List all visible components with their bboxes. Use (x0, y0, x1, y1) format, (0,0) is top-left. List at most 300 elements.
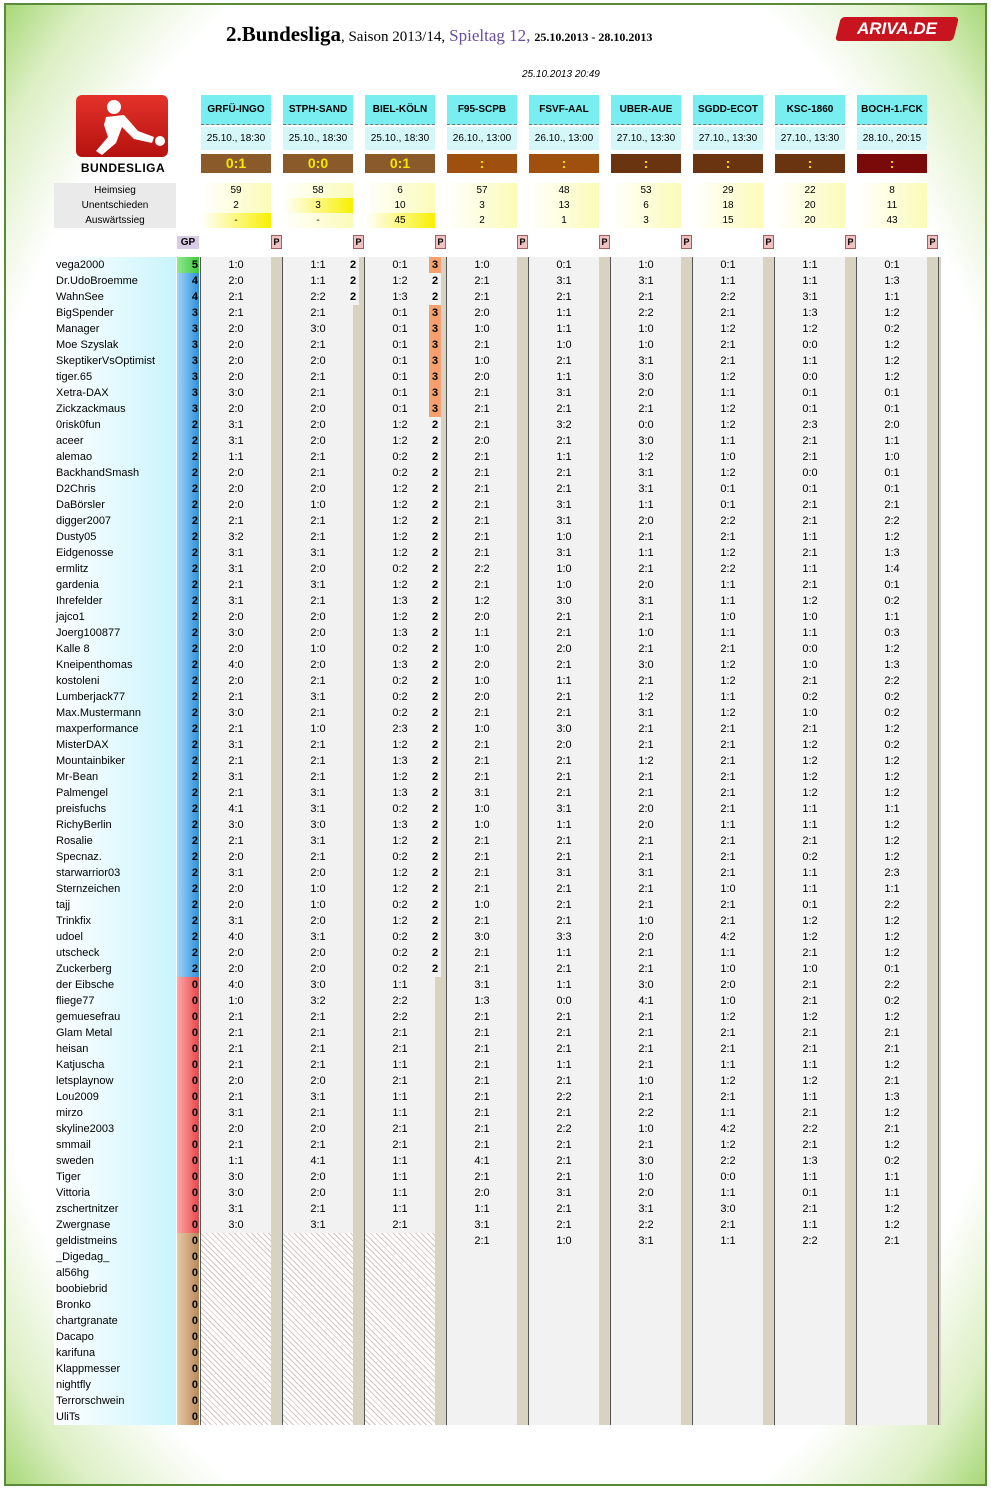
player-name[interactable]: UliTs (54, 1409, 176, 1425)
tip-cell (693, 1345, 763, 1361)
player-name[interactable]: Manager (54, 321, 176, 337)
table-row (0, 625, 991, 641)
tip-cell (283, 1377, 353, 1393)
tip-cell (365, 1409, 435, 1425)
tip-points: 3 (429, 305, 441, 321)
tip-cell: 2:1 (228, 1027, 244, 1039)
table-row (0, 1217, 991, 1233)
draw-count: 2 (201, 198, 271, 213)
player-name[interactable]: Trinkfix (54, 913, 176, 929)
match-header[interactable]: UBER-AUE (611, 95, 681, 125)
player-name[interactable]: Xetra-DAX (54, 385, 176, 401)
tip-cell: 2:0 (638, 515, 654, 527)
player-total-points: 2 (177, 929, 199, 945)
player-name[interactable]: WahnSee (54, 289, 176, 305)
player-name[interactable]: maxperformance (54, 721, 176, 737)
player-name[interactable]: der Eibsche (54, 977, 176, 993)
tip-cell: 1:1 (884, 883, 900, 895)
player-name[interactable]: letsplaynow (54, 1073, 176, 1089)
player-name[interactable]: Max.Mustermann (54, 705, 176, 721)
player-name[interactable]: aceer (54, 433, 176, 449)
table-row (0, 593, 991, 609)
player-name[interactable]: udoel (54, 929, 176, 945)
tip-cell: 2:2 (884, 979, 900, 991)
player-total-points: 0 (177, 1169, 199, 1185)
player-total-points: 0 (177, 1249, 199, 1265)
tip-cell: 2:1 (474, 579, 490, 591)
player-name[interactable]: Zickzackmaus (54, 401, 176, 417)
tip-cell (283, 1345, 353, 1361)
tip-cell (529, 1313, 599, 1329)
tip-cell: 1:1 (392, 1107, 408, 1119)
player-name[interactable]: Joerg100877 (54, 625, 176, 641)
tip-cell (447, 1281, 517, 1297)
tip-cell: 1:1 (556, 451, 572, 463)
player-name[interactable]: Tiger (54, 1169, 176, 1185)
tip-cell: 2:1 (228, 515, 244, 527)
away-win-count: 3 (611, 213, 681, 228)
tip-cell: 1:2 (392, 419, 408, 431)
tip-cell: 2:0 (228, 483, 244, 495)
player-total-points: 0 (177, 1265, 199, 1281)
tip-cell: 2:1 (310, 1139, 326, 1151)
tip-cell: 1:0 (474, 803, 490, 815)
away-win-count: 45 (365, 213, 435, 228)
tip-points: 2 (429, 289, 441, 305)
player-name[interactable]: Sternzeichen (54, 881, 176, 897)
tip-cell: 2:0 (638, 803, 654, 815)
tip-cell (611, 1345, 681, 1361)
match-date: 28.10., 20:15 (857, 127, 927, 150)
tip-cell: 1:0 (228, 995, 244, 1007)
table-row (0, 657, 991, 673)
tip-cell (529, 1409, 599, 1425)
tip-cell (283, 1313, 353, 1329)
table-row (0, 561, 991, 577)
player-name[interactable]: geldistmeins (54, 1233, 176, 1249)
tip-cell: 1:2 (720, 1075, 736, 1087)
tip-points: 2 (429, 801, 441, 817)
tip-cell: 2:0 (228, 963, 244, 975)
table-row (0, 513, 991, 529)
player-name[interactable]: Specnaz. (54, 849, 176, 865)
tip-cell: 0:2 (884, 595, 900, 607)
table-row (0, 1073, 991, 1089)
table-row (0, 449, 991, 465)
tip-cell: 2:1 (802, 1043, 818, 1055)
table-row (0, 753, 991, 769)
match-header[interactable]: KSC-1860 (775, 95, 845, 125)
match-header[interactable]: STPH-SAND (283, 95, 353, 125)
player-name[interactable]: Bronko (54, 1297, 176, 1313)
tip-cell: 1:1 (310, 275, 326, 287)
tip-cell: 2:1 (802, 723, 818, 735)
tip-cell: 3:1 (228, 739, 244, 751)
player-name[interactable]: boobiebrid (54, 1281, 176, 1297)
tip-cell: 1:2 (884, 355, 900, 367)
player-name[interactable]: Vittoria (54, 1185, 176, 1201)
tip-cell: 3:1 (310, 787, 326, 799)
player-total-points: 0 (177, 1105, 199, 1121)
tip-cell: 2:1 (638, 675, 654, 687)
tip-cell: 2:1 (474, 483, 490, 495)
tip-cell: 1:2 (884, 531, 900, 543)
tip-cell: 1:0 (310, 899, 326, 911)
home-win-count: 57 (447, 183, 517, 198)
tip-cell: 2:0 (228, 371, 244, 383)
home-win-count: 59 (201, 183, 271, 198)
tip-cell: 0:0 (802, 371, 818, 383)
tip-cell: 2:1 (720, 915, 736, 927)
match-header[interactable]: F95-SCPB (447, 95, 517, 125)
table-row (0, 417, 991, 433)
tip-cell (201, 1249, 271, 1265)
player-total-points: 0 (177, 1393, 199, 1409)
tip-cell: 2:1 (474, 419, 490, 431)
tip-cell: 0:3 (884, 627, 900, 639)
tip-cell: 1:2 (720, 467, 736, 479)
tip-cell: 0:2 (392, 467, 408, 479)
player-name[interactable]: nightfly (54, 1377, 176, 1393)
tip-cell: 1:2 (884, 851, 900, 863)
tip-cell: 1:0 (720, 963, 736, 975)
tip-cell: 1:1 (802, 531, 818, 543)
player-name[interactable]: Kneipenthomas (54, 657, 176, 673)
tip-cell: 2:1 (802, 675, 818, 687)
tip-cell: 3:0 (638, 659, 654, 671)
tip-cell: 3:2 (310, 995, 326, 1007)
tip-cell: 0:1 (392, 307, 408, 319)
points-header: P (353, 235, 364, 249)
tip-cell (447, 1345, 517, 1361)
player-total-points: 0 (177, 1073, 199, 1089)
tip-cell: 1:2 (884, 1219, 900, 1231)
tip-points: 3 (429, 337, 441, 353)
player-name[interactable]: jajco1 (54, 609, 176, 625)
tip-cell: 1:0 (802, 707, 818, 719)
tip-cell: 2:1 (802, 995, 818, 1007)
tip-cell (283, 1329, 353, 1345)
table-row (0, 1345, 991, 1361)
tip-cell: 2:1 (392, 1123, 408, 1135)
player-name[interactable]: skyline2003 (54, 1121, 176, 1137)
match-date: 27.10., 13:30 (775, 127, 845, 150)
tip-cell: 3:1 (802, 291, 818, 303)
tip-cell: 3:1 (638, 707, 654, 719)
tip-cell: 2:1 (474, 1059, 490, 1071)
tip-points: 2 (429, 705, 441, 721)
match-header[interactable]: GRFÜ-INGO (201, 95, 271, 125)
player-name[interactable]: chartgranate (54, 1313, 176, 1329)
tip-cell: 2:0 (228, 339, 244, 351)
bundesliga-logo-text: BUNDESLIGA (80, 161, 166, 175)
tip-points: 2 (429, 529, 441, 545)
player-name[interactable]: _Digedag_ (54, 1249, 176, 1265)
player-name[interactable]: zschertnitzer (54, 1201, 176, 1217)
match-result: : (775, 154, 845, 173)
tip-cell (611, 1313, 681, 1329)
tip-cell: 2:0 (638, 387, 654, 399)
tip-cell: 0:1 (392, 403, 408, 415)
tip-points: 2 (429, 657, 441, 673)
player-name[interactable]: vega2000 (54, 257, 176, 273)
match-header[interactable]: BOCH-1.FCK (857, 95, 927, 125)
player-name[interactable]: Dr.UdoBroemme (54, 273, 176, 289)
player-total-points: 2 (177, 465, 199, 481)
tip-cell: 2:1 (474, 531, 490, 543)
tip-cell: 2:0 (556, 739, 572, 751)
player-name[interactable]: SkeptikerVsOptimist (54, 353, 176, 369)
tip-cell: 1:2 (802, 915, 818, 927)
tip-cell: 2:1 (556, 659, 572, 671)
tip-cell: 2:1 (884, 499, 900, 511)
player-name[interactable]: Glam Metal (54, 1025, 176, 1041)
tip-cell: 0:1 (392, 259, 408, 271)
player-name[interactable]: heisan (54, 1041, 176, 1057)
player-name[interactable]: tajj (54, 897, 176, 913)
tip-cell: 2:1 (556, 1139, 572, 1151)
player-name[interactable]: Mr-Bean (54, 769, 176, 785)
tip-cell (283, 1409, 353, 1425)
points-header: P (763, 235, 774, 249)
tip-cell: 0:1 (802, 403, 818, 415)
tip-points: 2 (429, 593, 441, 609)
tip-points: 2 (429, 273, 441, 289)
player-name[interactable]: utscheck (54, 945, 176, 961)
table-row (0, 1025, 991, 1041)
player-name[interactable]: fliege77 (54, 993, 176, 1009)
tip-cell: 2:0 (310, 1123, 326, 1135)
tip-cell (201, 1233, 271, 1249)
tip-cell: 2:1 (556, 883, 572, 895)
tip-cell: 2:1 (556, 1155, 572, 1167)
player-total-points: 3 (177, 305, 199, 321)
tip-cell (283, 1361, 353, 1377)
home-win-count: 6 (365, 183, 435, 198)
player-name[interactable]: gemuesefrau (54, 1009, 176, 1025)
player-name[interactable]: RichyBerlin (54, 817, 176, 833)
draw-count: 10 (365, 198, 435, 213)
player-name[interactable]: Zuckerberg (54, 961, 176, 977)
tip-cell: 0:1 (802, 1187, 818, 1199)
tip-cell: 2:0 (310, 963, 326, 975)
tip-cell: 1:3 (802, 1155, 818, 1167)
player-total-points: 3 (177, 337, 199, 353)
tip-cell (365, 1345, 435, 1361)
player-total-points: 2 (177, 849, 199, 865)
player-name[interactable]: tiger.65 (54, 369, 176, 385)
table-row (0, 337, 991, 353)
match-result: 0:1 (365, 154, 435, 173)
player-name[interactable]: Lou2009 (54, 1089, 176, 1105)
player-name[interactable]: Terrorschwein (54, 1393, 176, 1409)
player-name[interactable]: Eidgenosse (54, 545, 176, 561)
player-name[interactable]: digger2007 (54, 513, 176, 529)
player-name[interactable]: Palmengel (54, 785, 176, 801)
tip-cell: 2:1 (474, 739, 490, 751)
tip-cell: 1:2 (802, 931, 818, 943)
tip-cell (201, 1409, 271, 1425)
player-name[interactable]: Lumberjack77 (54, 689, 176, 705)
tip-cell: 1:1 (228, 1155, 244, 1167)
player-name[interactable]: preisfuchs (54, 801, 176, 817)
table-row (0, 945, 991, 961)
tip-cell (365, 1233, 435, 1249)
player-name[interactable]: Zwergnase (54, 1217, 176, 1233)
tip-cell (529, 1297, 599, 1313)
player-name[interactable]: DaBörsler (54, 497, 176, 513)
tip-cell: 3:2 (556, 419, 572, 431)
player-name[interactable]: Kalle 8 (54, 641, 176, 657)
ariva-logo[interactable] (835, 17, 959, 41)
tip-cell: 3:1 (474, 979, 490, 991)
player-name[interactable]: Klappmesser (54, 1361, 176, 1377)
tip-cell: 3:0 (638, 1155, 654, 1167)
tip-cell: 2:2 (474, 563, 490, 575)
tip-cell: 1:1 (802, 867, 818, 879)
tip-cell: 1:1 (556, 819, 572, 831)
player-name[interactable]: kostoleni (54, 673, 176, 689)
tip-cell: 2:1 (474, 1123, 490, 1135)
tip-cell (693, 1297, 763, 1313)
tip-cell: 1:2 (802, 595, 818, 607)
tip-cell: 2:1 (474, 1011, 490, 1023)
tip-cell: 2:1 (884, 1043, 900, 1055)
tip-cell: 2:2 (802, 1235, 818, 1247)
tip-cell: 3:0 (228, 387, 244, 399)
tip-cell: 1:0 (638, 627, 654, 639)
tip-cell: 2:1 (310, 451, 326, 463)
draw-count: 11 (857, 198, 927, 213)
tip-points: 2 (429, 913, 441, 929)
player-name[interactable]: Rosalie (54, 833, 176, 849)
tip-cell: 2:0 (474, 691, 490, 703)
tip-cell: 3:2 (228, 531, 244, 543)
tip-cell: 2:0 (474, 435, 490, 447)
table-row (0, 1313, 991, 1329)
tip-cell: 2:1 (474, 291, 490, 303)
tip-cell: 1:2 (884, 1203, 900, 1215)
tip-cell: 2:1 (638, 563, 654, 575)
tip-points: 2 (429, 769, 441, 785)
player-name[interactable]: sweden (54, 1153, 176, 1169)
match-header[interactable]: FSVF-AAL (529, 95, 599, 125)
tip-cell: 0:2 (392, 675, 408, 687)
player-name[interactable]: karifuna (54, 1345, 176, 1361)
tip-cell: 1:2 (392, 611, 408, 623)
home-win-label: Heimsieg (54, 183, 176, 198)
player-name[interactable]: mirzo (54, 1105, 176, 1121)
player-name[interactable]: Katjuscha (54, 1057, 176, 1073)
tip-cell: 1:2 (884, 723, 900, 735)
tip-cell: 2:1 (228, 579, 244, 591)
player-name[interactable]: alemao (54, 449, 176, 465)
tip-cell: 2:0 (310, 867, 326, 879)
tip-cell: 3:1 (556, 499, 572, 511)
player-name[interactable]: BackhandSmash (54, 465, 176, 481)
tip-cell: 3:1 (228, 435, 244, 447)
draw-count: 3 (447, 198, 517, 213)
tip-cell: 0:2 (392, 691, 408, 703)
player-name[interactable]: Moe Szyslak (54, 337, 176, 353)
table-row (0, 609, 991, 625)
tip-cell: 0:0 (802, 467, 818, 479)
tip-cell: 1:2 (802, 1011, 818, 1023)
tip-cell: 2:1 (310, 595, 326, 607)
table-row (0, 433, 991, 449)
tip-cell: 1:0 (310, 499, 326, 511)
tip-cell: 2:1 (310, 515, 326, 527)
table-row (0, 465, 991, 481)
match-date: 25.10., 18:30 (283, 127, 353, 150)
player-name[interactable]: smmail (54, 1137, 176, 1153)
tip-points: 2 (347, 289, 359, 305)
tip-cell: 2:0 (228, 611, 244, 623)
player-name[interactable]: Dacapo (54, 1329, 176, 1345)
player-total-points: 2 (177, 881, 199, 897)
player-total-points: 0 (177, 1153, 199, 1169)
tip-cell (529, 1265, 599, 1281)
table-row (0, 993, 991, 1009)
tip-cell (693, 1329, 763, 1345)
tip-cell: 2:1 (474, 1235, 490, 1247)
tip-cell: 2:0 (556, 643, 572, 655)
tip-cell: 0:2 (392, 963, 408, 975)
player-name[interactable]: gardenia (54, 577, 176, 593)
table-row (0, 1185, 991, 1201)
tip-cell: 4:1 (310, 1155, 326, 1167)
player-name[interactable]: ermlitz (54, 561, 176, 577)
player-name[interactable]: 0risk0fun (54, 417, 176, 433)
player-name[interactable]: MisterDAX (54, 737, 176, 753)
tip-cell: 2:1 (638, 787, 654, 799)
player-total-points: 3 (177, 353, 199, 369)
tip-cell: 4:1 (474, 1155, 490, 1167)
tip-cell: 2:0 (310, 419, 326, 431)
tip-points: 2 (429, 449, 441, 465)
player-name[interactable]: Ihrefelder (54, 593, 176, 609)
tip-cell: 2:0 (228, 275, 244, 287)
match-header[interactable]: BIEL-KÖLN (365, 95, 435, 125)
tip-cell: 1:0 (638, 323, 654, 335)
away-win-count: 2 (447, 213, 517, 228)
table-row (0, 913, 991, 929)
player-name[interactable]: starwarrior03 (54, 865, 176, 881)
table-row (0, 1057, 991, 1073)
player-name[interactable]: BigSpender (54, 305, 176, 321)
tip-cell: 1:2 (392, 579, 408, 591)
player-total-points: 2 (177, 737, 199, 753)
player-name[interactable]: D2Chris (54, 481, 176, 497)
tip-cell: 2:1 (638, 1139, 654, 1151)
tip-cell: 2:1 (638, 1043, 654, 1055)
points-header: P (845, 235, 856, 249)
tip-cell: 1:2 (392, 515, 408, 527)
tip-cell: 2:1 (474, 339, 490, 351)
tip-cell: 2:1 (556, 627, 572, 639)
match-header[interactable]: SGDD-ECOT (693, 95, 763, 125)
tip-cell: 0:2 (802, 691, 818, 703)
table-row (0, 737, 991, 753)
tip-cell (775, 1393, 845, 1409)
tip-cell: 2:2 (638, 1107, 654, 1119)
player-name[interactable]: Mountainbiker (54, 753, 176, 769)
player-total-points: 0 (177, 1233, 199, 1249)
player-name[interactable]: Dusty05 (54, 529, 176, 545)
player-total-points: 0 (177, 977, 199, 993)
tip-cell: 1:2 (392, 867, 408, 879)
player-name[interactable]: al56hg (54, 1265, 176, 1281)
